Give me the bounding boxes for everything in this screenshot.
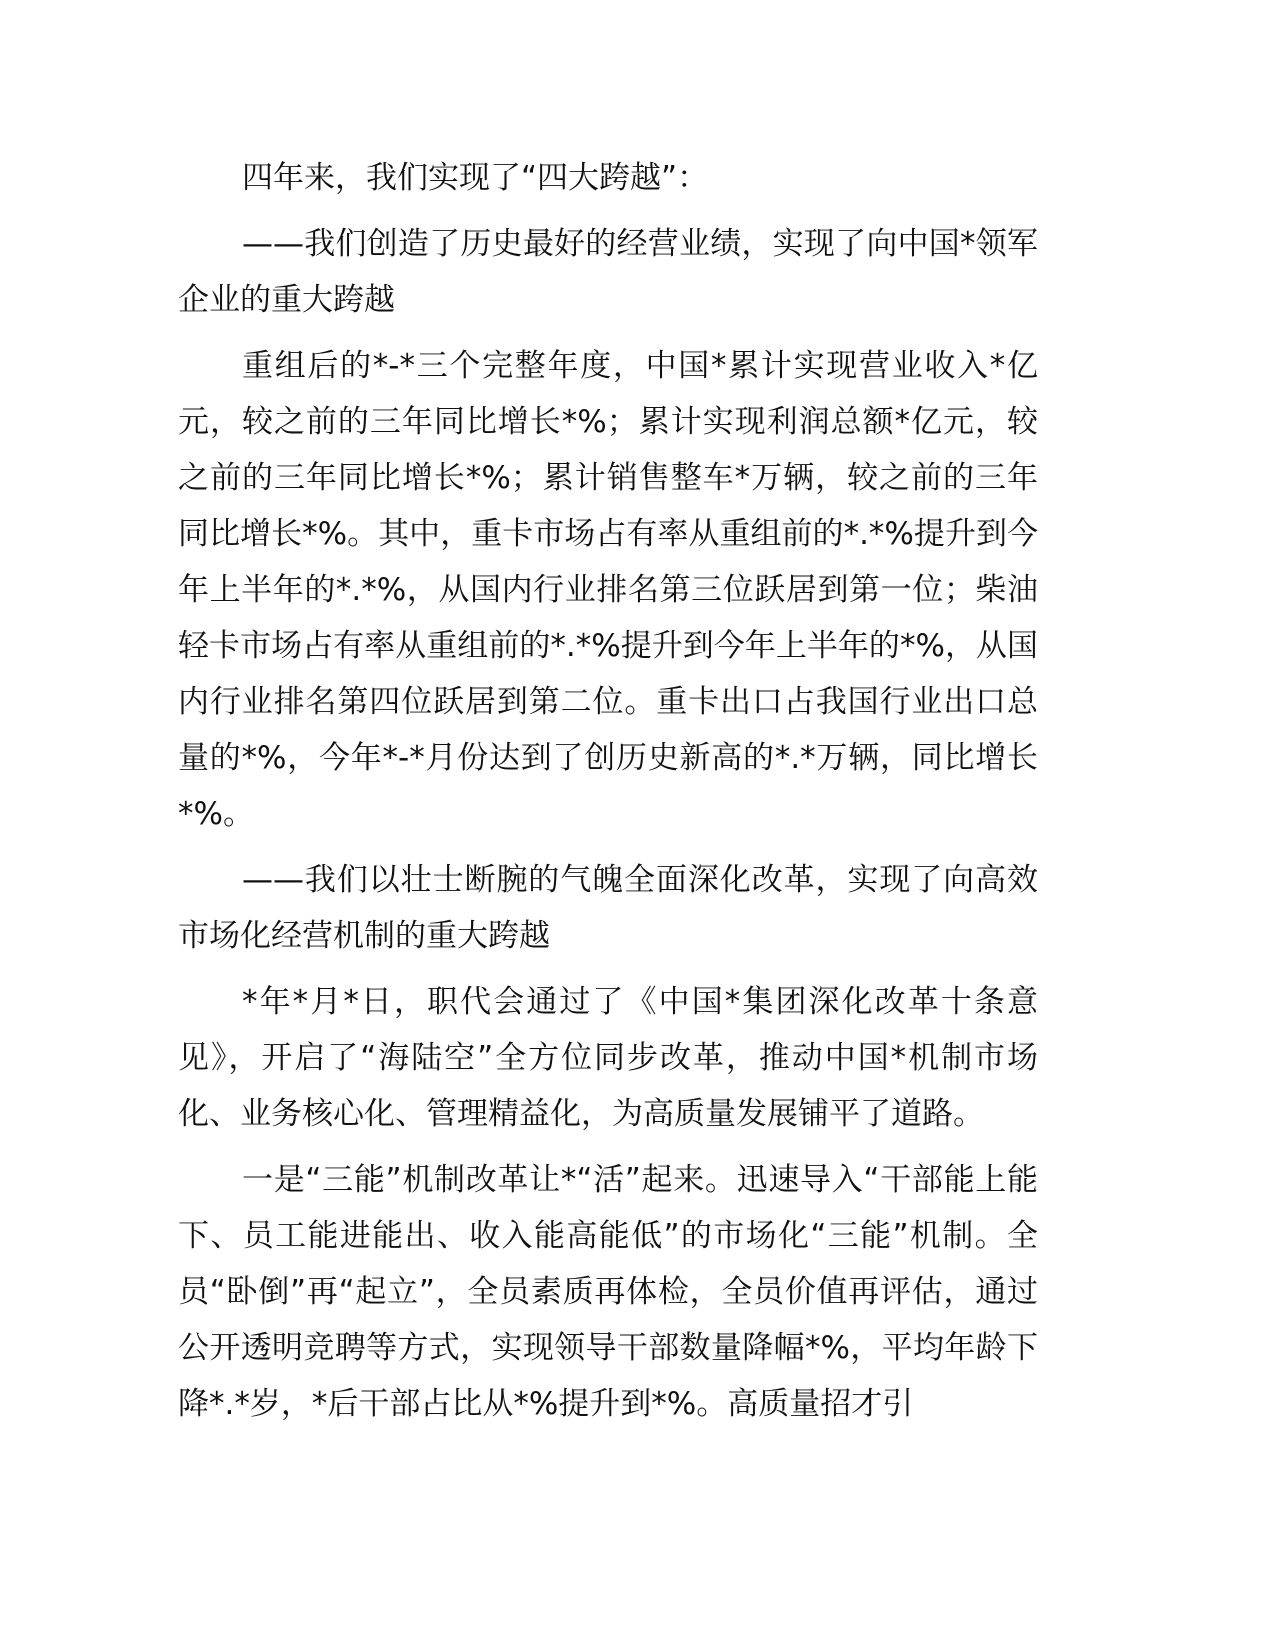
intro-paragraph: 四年来，我们实现了“四大跨越”： [242, 160, 709, 196]
three-abilities-paragraph: 一是“三能”机制改革让*“活”起来。迅速导入“干部能上能下、员工能进能出、收入能高能低”的市场化“三能”机制。全员“卧倒”再“起立”，全员素质再体检，全员价值再评估，通过公开透明竞聘等方式，实现领导干部数量降幅*%，平均年龄下降*.*岁，*后干部占比从*%提升到*%。高质量招才引 [178, 1162, 1038, 1422]
reform-paragraph: *年*月*日，职代会通过了《中国*集团深化改革十条意见》，开启了“海陆空”全方位同步改革，推动中国*机制市场化、业务核心化、管理精益化，为高质量发展铺平了道路。 [178, 984, 1038, 1132]
document-body [178, 150, 1038, 1442]
section-heading-reform: ——我们以壮士断腕的气魄全面深化改革，实现了向高效市场化经营机制的重大跨越 [178, 862, 1038, 954]
performance-paragraph: 重组后的*-*三个完整年度，中国*累计实现营业收入*亿元，较之前的三年同比增长*%；累计实现利润总额*亿元，较之前的三年同比增长*%；累计销售整车*万辆，较之前的三年同比增长*%。其中，重卡市场占有率从重组前的*.*%提升到今年上半年的*.*%，从国内行业排名第三位跃居到第一位；柴油轻卡市场占有率从重组前的*.*%提升到今年上半年的*%，从国内行业排名第四位跃居到第二位。重卡出口占我国行业出口总量的*%，今年*-*月份达到了创历史新高的*.*万辆，同比增长*%。 [178, 348, 1038, 832]
section-heading-performance: ——我们创造了历史最好的经营业绩，实现了向中国*领军企业的重大跨越 [178, 226, 1038, 318]
